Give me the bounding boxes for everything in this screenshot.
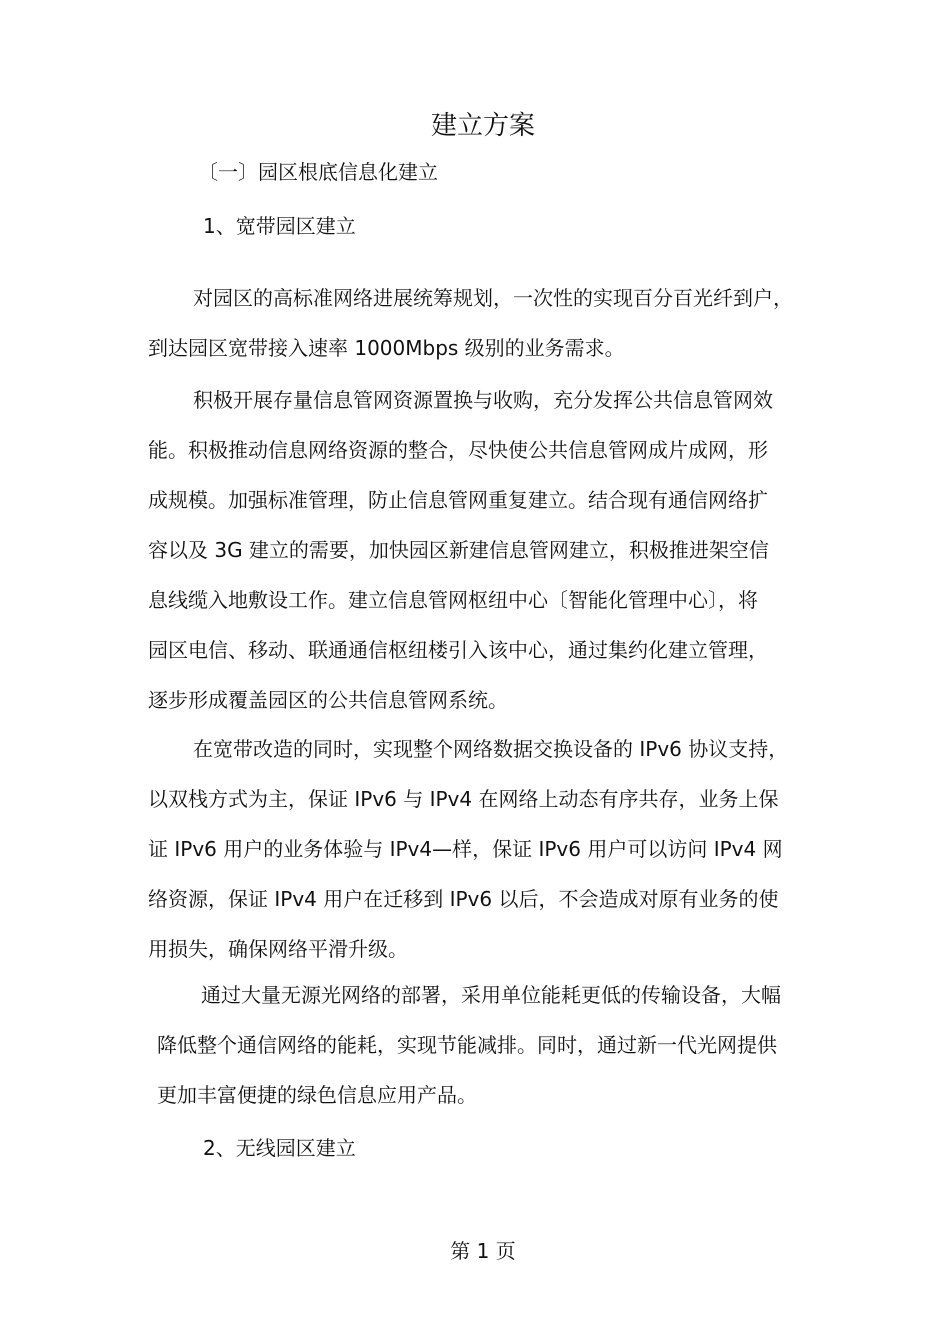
paragraph-2 [193,375,773,425]
paragraph-4 [201,970,781,1020]
paragraph-line: 成规模。加强标准管理，防止信息管网重复建立。结合现有通信网络扩 [148,488,768,512]
paragraph-line: 对园区的高标准网络进展统筹规划，一次性的实现百分百光纤到户， [193,286,793,310]
paragraph-line: 降低整个通信网络的能耗，实现节能减排。同时，通过新一代光网提供 [157,1033,777,1057]
page-number: 第 1 页 [450,1239,516,1263]
paragraph-3 [193,724,788,774]
paragraph-line: 通过大量无源光网络的部署，采用单位能耗更低的传输设备，大幅 [201,983,781,1007]
paragraph-line: 到达园区宽带接入速率 1000Mbps 级别的业务需求。 [148,336,625,360]
paragraph-line: 更加丰富便捷的绿色信息应用产品。 [157,1083,477,1107]
paragraph-line: 积极开展存量信息管网资源置换与收购，充分发挥公共信息管网效 [193,388,773,412]
paragraph-line: 用损失，确保网络平滑升级。 [148,937,408,961]
paragraph-line: 园区电信、移动、联通通信枢纽楼引入该中心，通过集约化建立管理， [148,638,768,662]
paragraph-2-continued [148,425,769,725]
paragraph-4-continued [157,1020,777,1120]
paragraph-line: 能。积极推动信息网络资源的整合，尽快使公共信息管网成片成网，形 [148,438,768,462]
paragraph-line: 以双栈方式为主，保证 IPv6 与 IPv4 在网络上动态有序共存，业务上保 [148,787,779,811]
section-heading: 〔一〕园区根底信息化建立 [198,160,438,184]
paragraph-1 [193,273,793,323]
paragraph-line: 证 IPv6 用户的业务体验与 IPv4—样，保证 IPv6 用户可以访问 IPv4 网 [148,837,783,861]
subsection-heading-1: 1、宽带园区建立 [203,214,356,238]
paragraph-line: 容以及 3G 建立的需要，加快园区新建信息管网建立，积极推进架空信 [148,538,769,562]
paragraph-line: 络资源，保证 IPv4 用户在迁移到 IPv6 以后，不会造成对原有业务的使 [148,887,779,911]
paragraph-line: 在宽带改造的同时，实现整个网络数据交换设备的 IPv6 协议支持， [193,737,789,761]
paragraph-1-continued [148,323,625,373]
subsection-heading-2: 2、无线园区建立 [203,1136,356,1160]
paragraph-line: 逐步形成覆盖园区的公共信息管网系统。 [148,688,508,712]
paragraph-3-continued [148,774,783,974]
paragraph-line: 息线缆入地敷设工作。建立信息管网枢纽中心〔智能化管理中心〕，将 [148,588,758,612]
document-title: 建立方案 [430,111,535,141]
